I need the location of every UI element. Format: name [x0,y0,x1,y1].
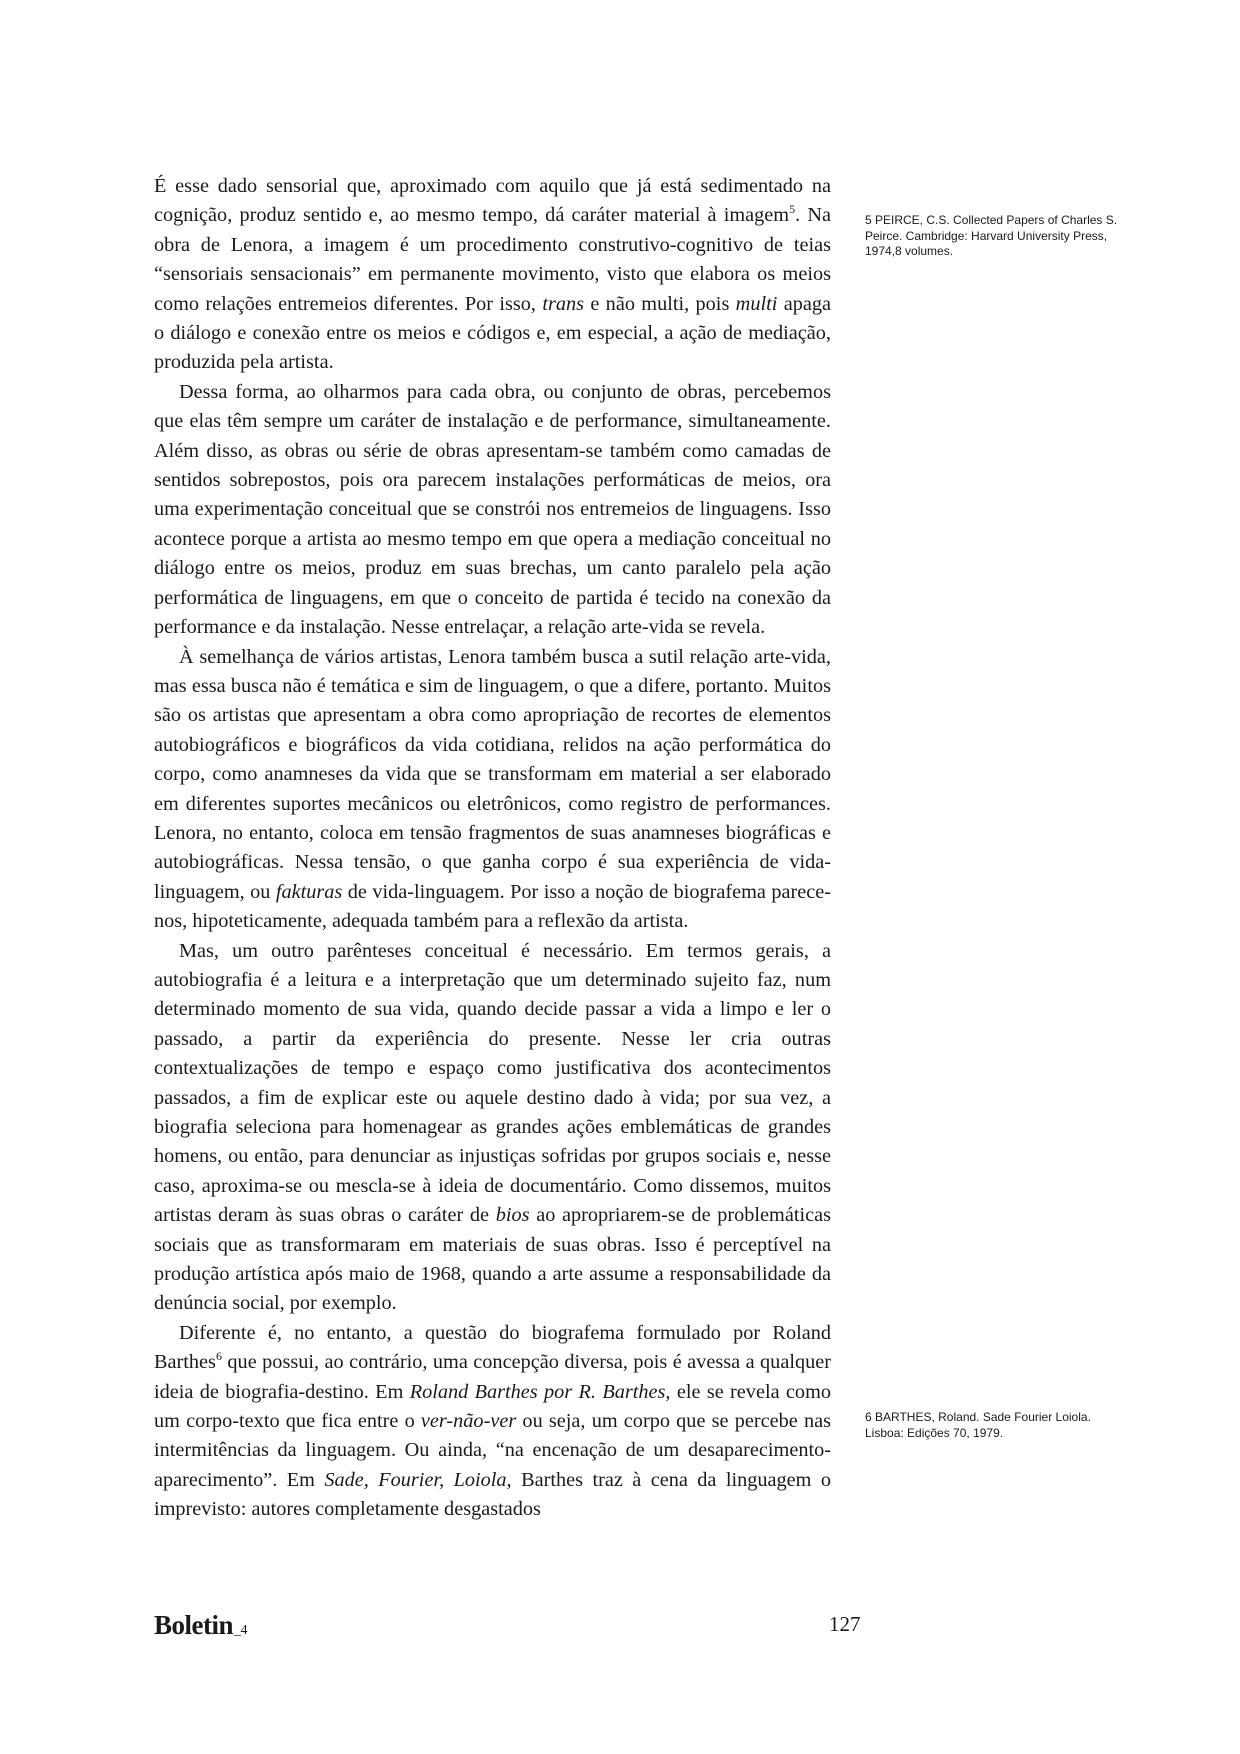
main-text-column [154,172,831,1525]
page-number: 127 [829,1612,861,1636]
footnote-6: 6 BARTHES, Roland. Sade Fourier Loiola. Lisboa: Edições 70, 1979. [865,1410,1091,1440]
edition-number: _4 [234,1623,248,1638]
paragraph-2: Dessa forma, ao olharmos para cada obra, ou conjunto de obras, percebemos que elas têm sempre um caráter de instalação e de performance, simultaneamente. Além disso, as obras ou série de obras apresentam-se também como camadas de sentidos sobrepostos, pois ora parecem instalações performáticas de meios, ora uma experimentação conceitual que se constrói nos entremeios de linguagens. Isso acontece porque a artista ao mesmo tempo em que opera a mediação conceitual no diálogo entre os meios, produz em suas brechas, um canto paralelo pela ação performática de linguagens, em que o conceito de partida é tecido na conexão da performance e da instalação. Nesse entrelaçar, a relação arte-vida se revela. [154,380,831,639]
footnote-5: 5 PEIRCE, C.S. Collected Papers of Charles S. Peirce. Cambridge: Harvard University Press, 1974,8 volumes. [865,213,1118,258]
paragraph-3: À semelhança de vários artistas, Lenora também busca a sutil relação arte-vida, mas essa busca não é temática e sim de linguagem, o que a difere, portanto. Muitos são os artistas que apresentam a obra como apropriação de recortes de elementos autobiográficos e biográficos da vida cotidiana, relidos na ação performática do corpo, como anamneses da vida que se transformam em material a ser elaborado em diferentes suportes mecânicos ou eletrônicos, como registro de performances. Lenora, no entanto, coloca em tensão fragmentos de suas anamneses biográficas e autobiográficas. Nessa tensão, o que ganha corpo é sua experiência de vida-linguagem, ou fakturas de vida-linguagem. Por isso a noção de biografema parece-nos, hipoteticamente, adequada também para a reflexão da artista. [154,645,831,933]
paragraph-5: Diferente é, no entanto, a questão do biografema formulado por Roland Barthes$^6$ que possui, ao contrário, uma concepção diversa, pois é avessa a qualquer ideia de biografia-destino. Em Roland Barthes por R. Barthes, ele se revela como um corpo-texto que fica entre o ver-não-ver ou seja, um corpo que se percebe nas intermitências da linguagem. Ou ainda, “na encenação de um desaparecimento-aparecimento”. Em Sade, Fourier, Loiola, Barthes traz à cena da linguagem o imprevisto: autores completamente desgastados [154,1321,832,1521]
paragraph-1: É esse dado sensorial que, aproximado com aquilo que já está sedimentado na cognição, produz sentido e, ao mesmo tempo, dá caráter material à imagem$^5$. Na obra de Lenora, a imagem é um procedimento construtivo-cognitivo de teias “sensoriais sensacionais” em permanente movimento, visto que elabora os meios como relações entremeios diferentes. Por isso, trans e não multi, pois multi apaga o diálogo e conexão entre os meios e códigos e, em especial, a ação de mediação, produzida pela artista. [154,175,832,374]
paragraph-4: Mas, um outro parênteses conceitual é necessário. Em termos gerais, a autobiografia é a leitura e a interpretação que um determinado sujeito faz, num determinado momento de sua vida, quando decide passar a vida a limpo e ler o passado, a partir da experiência do presente. Nesse ler cria outras contextualizações de tempo e espaço como justificativa dos acontecimentos passados, a fim de explicar este ou aquele destino dado à vida; por sua vez, a biografia seleciona para homenagear as grandes ações emblemáticas de grandes homens, ou então, para denunciar as injustiças sofridas por grupos sociais e, nesse caso, aproxima-se ou mescla-se à ideia de documentário. Como dissemos, muitos artistas deram às suas obras o caráter de bios ao apropriarem-se de problemáticas sociais que as transformaram em materiais de suas obras. Isso é perceptível na produção artística após maio de 1968, quando a arte assume a responsabilidade da denúncia social, por exemplo. [154,939,831,1315]
publication-logo: Boletin_4 [154,1610,248,1640]
footnote-ref-6: 6 [215,1349,222,1364]
footnote-ref-5: 5 [789,202,796,217]
